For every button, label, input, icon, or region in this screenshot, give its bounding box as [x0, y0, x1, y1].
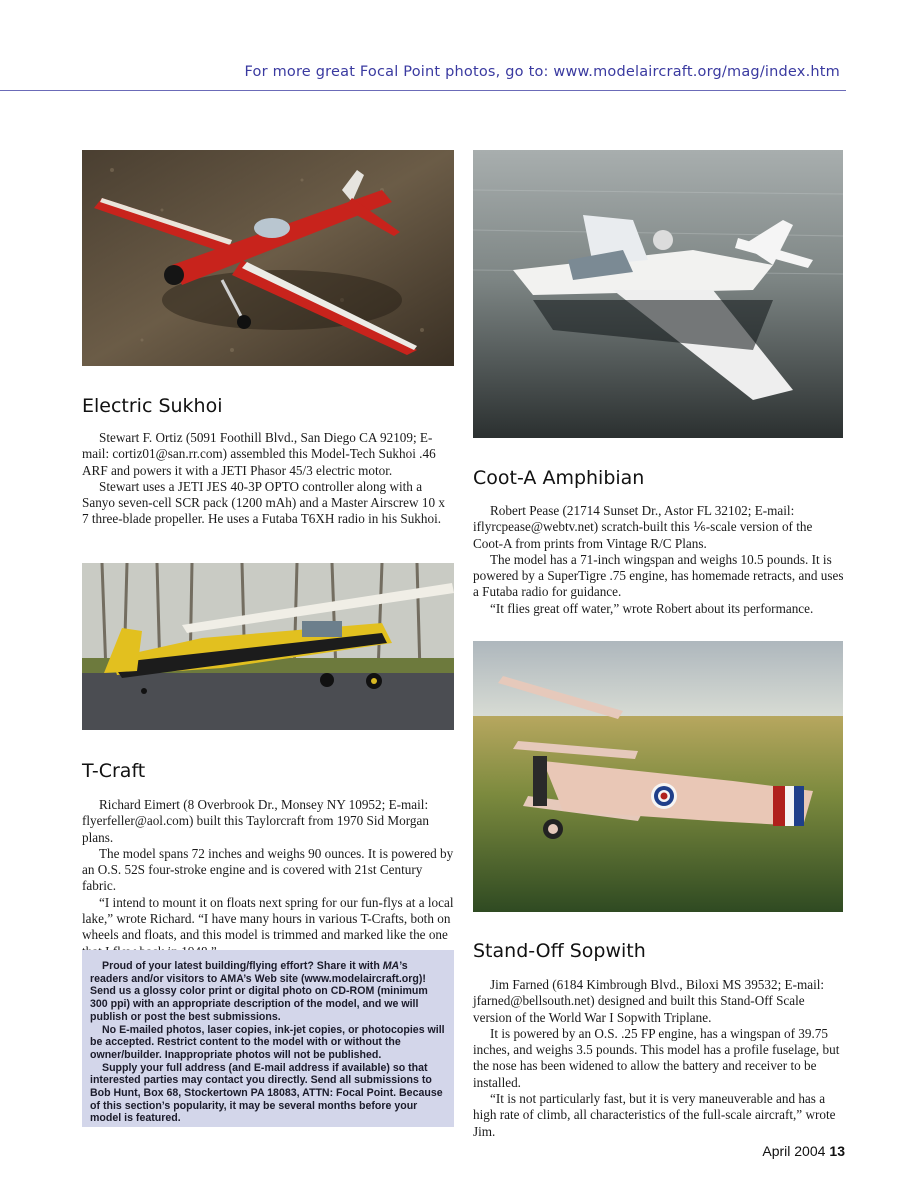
paragraph: It is powered by an O.S. .25 FP engine, has a wingspan of 39.75 inches, and weighs 3.5 pounds. This model has a profile fuselage, but the nose has been widened to allow the battery and receiver to be installed.: [473, 1025, 840, 1090]
header-rule: [0, 90, 846, 91]
notice-rest: ’s readers and/or visitors to AMA’s Web site (www.modelaircraft.org)! Send us a glossy color print or digital photo on CD-ROM (minimum 300 ppi) with an appropriate description of the model, and we will publish or post the best submissions.: [90, 960, 428, 1023]
page-number: 13: [829, 1143, 845, 1159]
title-coot-a-amphibian: Coot-A Amphibian: [473, 467, 645, 489]
notice-paragraph: [90, 960, 448, 1024]
paragraph: The model spans 72 inches and weighs 90 ounces. It is powered by an O.S. 52S four-stroke engine and is covered with 21st Century fabric.: [82, 845, 454, 894]
body-coot-a-amphibian: [473, 503, 845, 617]
paragraph: Jim Farned (6184 Kimbrough Blvd., Biloxi MS 39532; E-mail: jfarned@bellsouth.net) designed and built this Stand-Off Scale version of the World War I Sopwith Triplane.: [473, 977, 825, 1025]
notice-lead: Proud of your latest building/flying effort? Share it with: [102, 960, 383, 972]
notice-paragraph: Supply your full address (and E-mail address if available) so that interested parties may contact you directly. Send all submissions to Bob Hunt, Box 68, Stockertown PA 18083, ATTN: Focal Point. Because of this section’s popularity, it may be several months before your model is featured.: [90, 1061, 443, 1125]
paragraph: “It is not particularly fast, but it is very maneuverable and has a high rate of climb, all characteristics of the full-scale aircraft,” wrote Jim.: [473, 1091, 836, 1139]
page-header-link-text: For more great Focal Point photos, go to: www.modelaircraft.org/mag/index.htm: [244, 64, 840, 80]
photo-t-craft: [82, 563, 454, 730]
notice-paragraph: No E-mailed photos, laser copies, ink-jet copies, or photocopies will be accepted. Restrict content to the model with or without the owner/builder. Inappropriate photos will not be published.: [90, 1023, 445, 1061]
footer-month: April 2004: [762, 1143, 826, 1159]
photo-coot-a-amphibian: [473, 150, 843, 438]
body-electric-sukhoi: [82, 430, 454, 528]
submission-notice-box: [82, 950, 454, 1127]
title-stand-off-sopwith: Stand-Off Sopwith: [473, 940, 646, 962]
photo-stand-off-sopwith: [473, 641, 843, 912]
paragraph: Robert Pease (21714 Sunset Dr., Astor FL 32102; E-mail: iflyrcpease@webtv.net) scratch-built this ⅙-scale version of the Coot-A from prints from Vintage R/C Plans.: [473, 503, 813, 551]
body-stand-off-sopwith: [473, 977, 845, 1140]
paragraph: Richard Eimert (8 Overbrook Dr., Monsey NY 10952; E-mail: flyerfeller@aol.com) built this Taylorcraft from 1970 Sid Morgan plans.: [82, 797, 429, 845]
paragraph: Stewart F. Ortiz (5091 Foothill Blvd., San Diego CA 92109; E-mail: cortiz01@san.rr.com) assembled this Model-Tech Sukhoi .46 ARF and powers it with a JETI Phasor 45/3 electric motor.: [82, 430, 436, 478]
title-t-craft: T-Craft: [82, 760, 146, 782]
paragraph: The model has a 71-inch wingspan and weighs 10.5 pounds. It is powered by a SuperTigre .75 engine, has homemade retracts, and uses a Futaba radio for guidance.: [473, 551, 844, 600]
photo-electric-sukhoi: [82, 150, 454, 366]
body-t-craft: [82, 797, 454, 960]
title-electric-sukhoi: Electric Sukhoi: [82, 395, 223, 417]
notice-mag-name: MA: [382, 960, 400, 972]
paragraph: “It flies great off water,” wrote Robert about its performance.: [490, 600, 814, 616]
paragraph: Stewart uses a JETI JES 40-3P OPTO controller along with a Sanyo seven-cell SCR pack (1200 mAh) and a Master Airscrew 10 x 7 three-blade propeller. He uses a Futaba T6XH radio in his Sukhoi.: [82, 478, 445, 527]
page-footer: [762, 1143, 845, 1159]
paragraph: “I intend to mount it on floats next spring for our fun-flys at a local lake,” wrote Richard. “I have many hours in various T-Crafts, both on wheels and floats, and this model is trimmed and marked like the one: [82, 894, 454, 943]
